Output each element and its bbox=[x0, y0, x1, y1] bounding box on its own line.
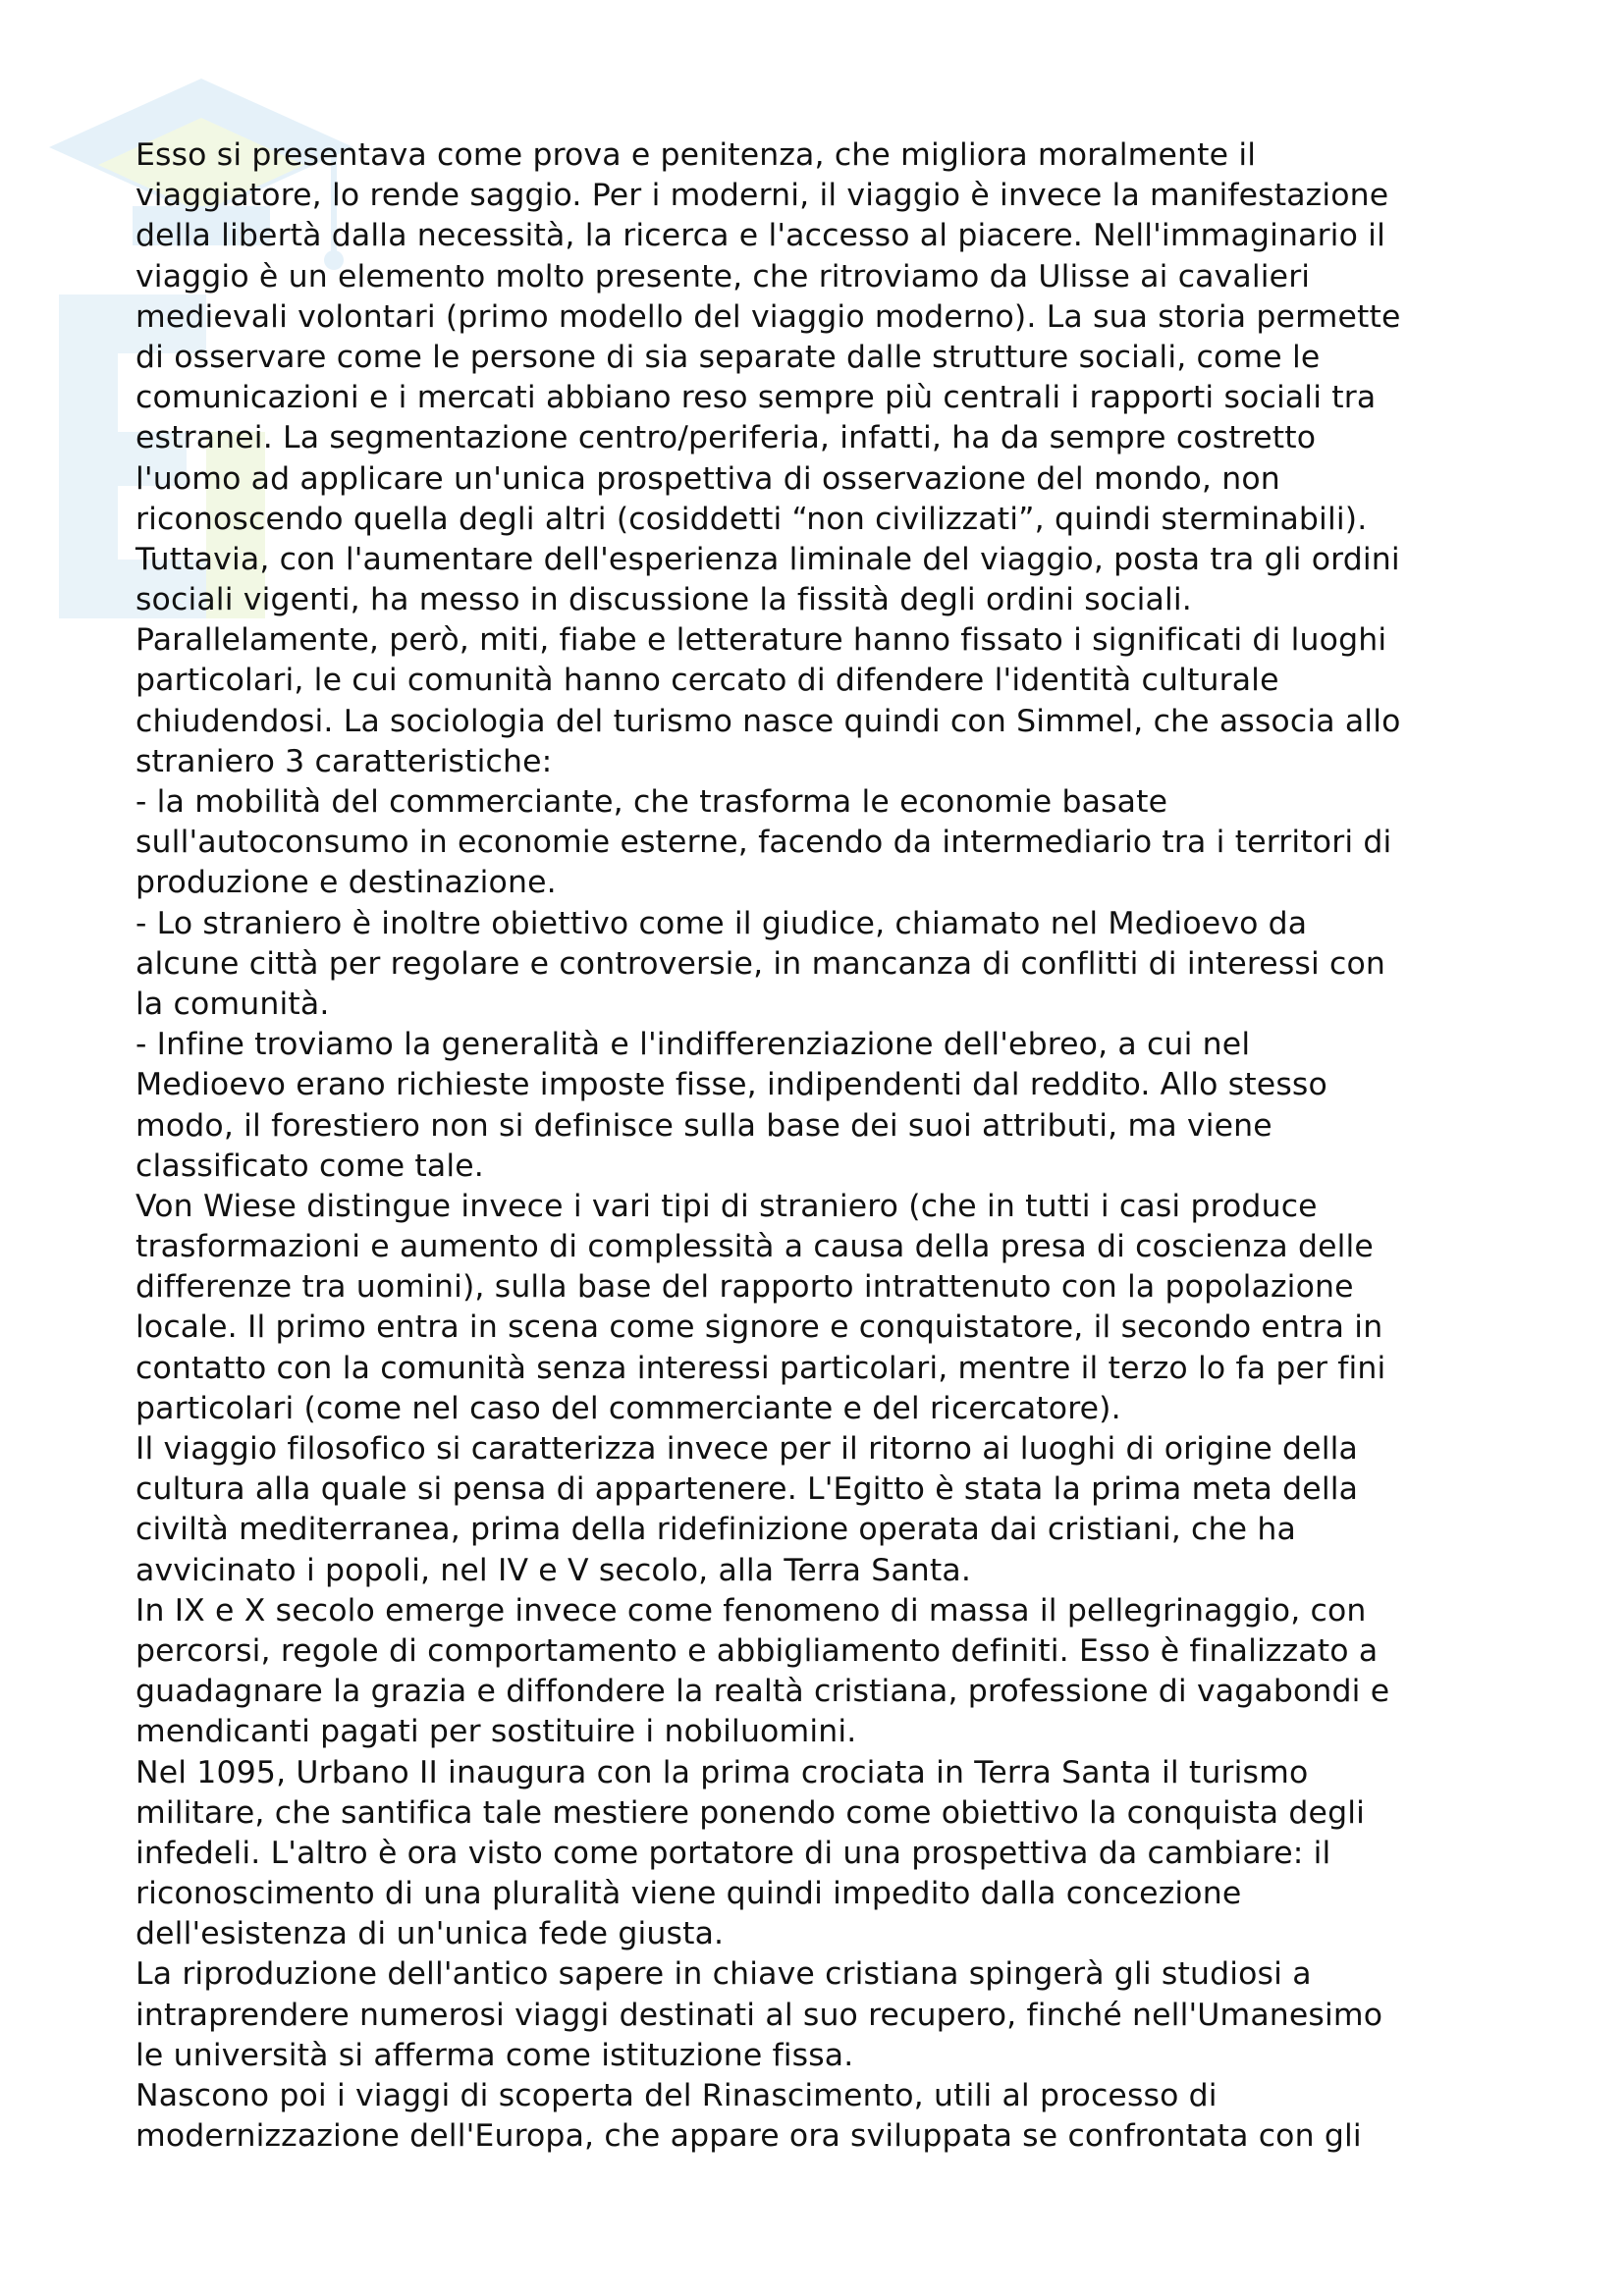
text-line: trasformazioni e aumento di complessità a causa della presa di coscienza delle bbox=[135, 1229, 1374, 1265]
text-line: chiudendosi. La sociologia del turismo nasce quindi con Simmel, che associa allo bbox=[135, 703, 1401, 739]
text-line: percorsi, regole di comportamento e abbigliamento definiti. Esso è finalizzato a bbox=[135, 1632, 1379, 1669]
text-line: Medioevo erano richieste imposte fisse, indipendenti dal reddito. Allo stesso bbox=[135, 1067, 1327, 1103]
text-line: Nascono poi i viaggi di scoperta del Rinascimento, utili al processo di bbox=[135, 2078, 1218, 2113]
text-line: Von Wiese distingue invece i vari tipi di straniero (che in tutti i casi produce bbox=[135, 1188, 1318, 1224]
body-text bbox=[135, 135, 1500, 2157]
text-line: comunicazioni e i mercati abbiano reso sempre più centrali i rapporti sociali tra bbox=[135, 380, 1377, 416]
text-line: modo, il forestiero non si definisce sulla base dei suoi attributi, ma viene bbox=[135, 1107, 1272, 1144]
text-line: - Infine troviamo la generalità e l'indifferenziazione dell'ebreo, a cui nel bbox=[135, 1027, 1251, 1063]
text-line: le università si afferma come istituzione fissa. bbox=[135, 2037, 854, 2073]
text-line: Il viaggio filosofico si caratterizza invece per il ritorno ai luoghi di origine della bbox=[135, 1431, 1358, 1467]
text-line: militare, che santifica tale mestiere ponendo come obiettivo la conquista degli bbox=[135, 1794, 1366, 1831]
text-line: Tuttavia, con l'aumentare dell'esperienza liminale del viaggio, posta tra gli ordini bbox=[135, 541, 1400, 577]
text-line: della libertà dalla necessità, la ricerca e l'accesso al piacere. Nell'immaginario il bbox=[135, 218, 1385, 254]
text-line: viaggiatore, lo rende saggio. Per i moderni, il viaggio è invece la manifestazione bbox=[135, 178, 1389, 214]
text-line: infedeli. L'altro è ora visto come portatore di una prospettiva da cambiare: il bbox=[135, 1835, 1331, 1871]
text-line: straniero 3 caratteristiche: bbox=[135, 743, 553, 779]
text-line: intraprendere numerosi viaggi destinati al suo recupero, finché nell'Umanesimo bbox=[135, 1997, 1383, 2033]
text-line: viaggio è un elemento molto presente, che ritroviamo da Ulisse ai cavalieri bbox=[135, 258, 1311, 294]
text-line: produzione e destinazione. bbox=[135, 865, 557, 901]
text-line: - la mobilità del commerciante, che trasforma le economie basate bbox=[135, 784, 1168, 820]
text-line: avvicinato i popoli, nel IV e V secolo, alla Terra Santa. bbox=[135, 1552, 972, 1588]
text-line: alcune città per regolare e controversie, in mancanza di conflitti di interessi con bbox=[135, 945, 1386, 982]
text-line: Esso si presentava come prova e penitenza, che migliora moralmente il bbox=[135, 137, 1257, 173]
text-line: Parallelamente, però, miti, fiabe e letterature hanno fissato i significati di luoghi bbox=[135, 622, 1387, 659]
text-line: contatto con la comunità senza interessi particolari, mentre il terzo lo fa per fini bbox=[135, 1350, 1386, 1386]
text-line: sociali vigenti, ha messo in discussione la fissità degli ordini sociali. bbox=[135, 582, 1192, 618]
text-line: estranei. La segmentazione centro/periferia, infatti, ha da sempre costretto bbox=[135, 420, 1317, 456]
text-line: mendicanti pagati per sostituire i nobiluomini. bbox=[135, 1714, 857, 1750]
text-line: - Lo straniero è inoltre obiettivo come il giudice, chiamato nel Medioevo da bbox=[135, 905, 1308, 941]
text-line: differenze tra uomini), sulla base del rapporto intrattenuto con la popolazione bbox=[135, 1269, 1354, 1306]
text-line: classificato come tale. bbox=[135, 1148, 484, 1184]
text-line: di osservare come le persone di sia separate dalle strutture sociali, come le bbox=[135, 339, 1321, 375]
text-line: cultura alla quale si pensa di appartenere. L'Egitto è stata la prima meta della bbox=[135, 1471, 1359, 1508]
text-line: modernizzazione dell'Europa, che appare ora sviluppata se confrontata con gli bbox=[135, 2118, 1362, 2155]
text-line: particolari, le cui comunità hanno cercato di difendere l'identità culturale bbox=[135, 663, 1279, 699]
text-line: La riproduzione dell'antico sapere in chiave cristiana spingerà gli studiosi a bbox=[135, 1956, 1312, 1993]
text-line: civiltà mediterranea, prima della ridefinizione operata dai cristiani, che ha bbox=[135, 1512, 1296, 1548]
text-line: sull'autoconsumo in economie esterne, facendo da intermediario tra i territori di bbox=[135, 825, 1392, 861]
text-line: l'uomo ad applicare un'unica prospettiva di osservazione del mondo, non bbox=[135, 460, 1280, 497]
text-line: guadagnare la grazia e diffondere la realtà cristiana, professione di vagabondi e bbox=[135, 1674, 1390, 1710]
text-line: riconoscimento di una pluralità viene quindi impedito dalla concezione bbox=[135, 1876, 1242, 1912]
text-line: riconoscendo quella degli altri (cosiddetti “non civilizzati”, quindi sterminabili). bbox=[135, 501, 1368, 537]
text-line: locale. Il primo entra in scena come signore e conquistatore, il secondo entra in bbox=[135, 1309, 1383, 1346]
text-line: medievali volontari (primo modello del viaggio moderno). La sua storia permette bbox=[135, 298, 1401, 335]
text-line: la comunità. bbox=[135, 986, 330, 1022]
text-line: In IX e X secolo emerge invece come fenomeno di massa il pellegrinaggio, con bbox=[135, 1592, 1367, 1629]
text-line: dell'esistenza di un'unica fede giusta. bbox=[135, 1916, 725, 1952]
text-line: Nel 1095, Urbano II inaugura con la prima crociata in Terra Santa il turismo bbox=[135, 1754, 1309, 1790]
text-line: particolari (come nel caso del commerciante e del ricercatore). bbox=[135, 1390, 1121, 1426]
